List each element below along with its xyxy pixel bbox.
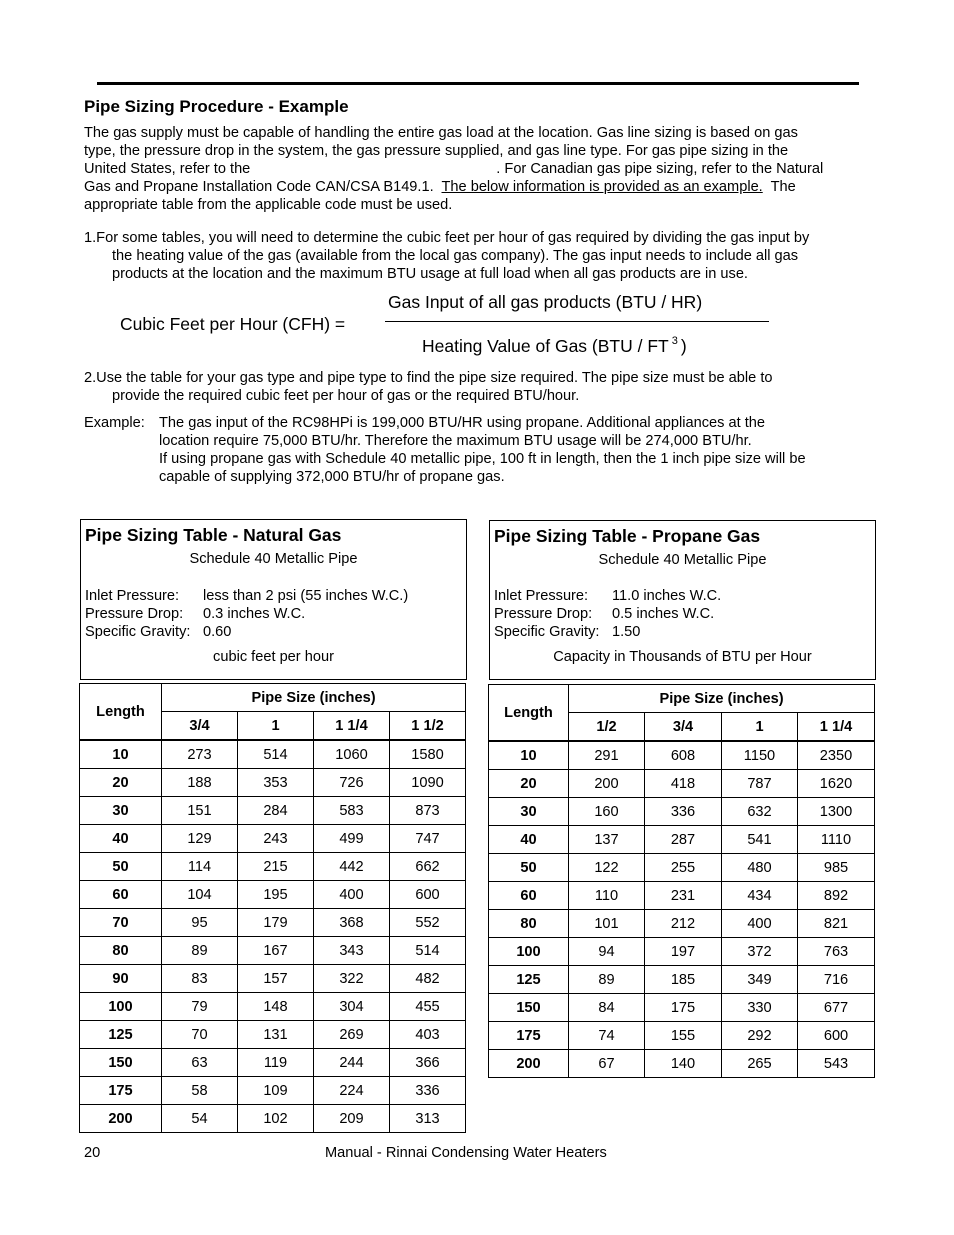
capacity-cell: 84 xyxy=(569,994,645,1022)
table-row xyxy=(80,993,466,1021)
page-number: 20 xyxy=(84,1145,101,1161)
capacity-cell: 1580 xyxy=(390,740,466,769)
length-cell: 60 xyxy=(489,882,569,910)
length-cell: 150 xyxy=(80,1049,162,1077)
capacity-cell: 292 xyxy=(722,1022,798,1050)
gravity-value: 1.50 xyxy=(612,624,641,640)
natural-caption: cubic feet per hour xyxy=(213,649,334,665)
propane-pressure-drop xyxy=(494,605,714,623)
table-row xyxy=(80,1105,466,1133)
intro-line: The xyxy=(762,179,796,195)
step-1-line: 1.For some tables, you will need to determine the cubic feet per hour of gas required by dividing the gas input by xyxy=(84,230,810,246)
formula-denominator xyxy=(422,335,687,357)
table-row xyxy=(80,881,466,909)
table-row xyxy=(489,938,875,966)
propane-gas-info-box xyxy=(489,520,876,680)
length-header: Length xyxy=(80,684,162,741)
capacity-cell: 600 xyxy=(390,881,466,909)
propane-specific-gravity xyxy=(494,623,640,641)
capacity-cell: 480 xyxy=(722,854,798,882)
capacity-cell: 662 xyxy=(390,853,466,881)
capacity-cell: 821 xyxy=(798,910,875,938)
length-cell: 20 xyxy=(80,769,162,797)
capacity-cell: 400 xyxy=(314,881,390,909)
drop-label: Pressure Drop: xyxy=(85,606,184,622)
capacity-cell: 455 xyxy=(390,993,466,1021)
capacity-cell: 137 xyxy=(569,826,645,854)
table-row xyxy=(80,740,466,769)
capacity-cell: 1300 xyxy=(798,798,875,826)
table-row xyxy=(489,826,875,854)
length-cell: 80 xyxy=(489,910,569,938)
drop-label: Pressure Drop: xyxy=(494,606,593,622)
capacity-cell: 110 xyxy=(569,882,645,910)
capacity-cell: 514 xyxy=(390,937,466,965)
capacity-cell: 322 xyxy=(314,965,390,993)
size-header: 3/4 xyxy=(162,712,238,741)
size-header: 1 1/4 xyxy=(314,712,390,741)
capacity-cell: 985 xyxy=(798,854,875,882)
capacity-cell: 2350 xyxy=(798,741,875,770)
length-cell: 40 xyxy=(80,825,162,853)
capacity-cell: 747 xyxy=(390,825,466,853)
gravity-label: Specific Gravity: xyxy=(85,624,191,640)
inlet-value: less than 2 psi (55 inches W.C.) xyxy=(203,588,409,604)
formula-denominator-text: Heating Value of Gas (BTU / FT xyxy=(422,336,669,356)
size-header: 1 1/2 xyxy=(390,712,466,741)
capacity-cell: 442 xyxy=(314,853,390,881)
step-1-line: the heating value of the gas (available from the local gas company). The gas input needs to include all gas xyxy=(112,248,799,264)
capacity-cell: 244 xyxy=(314,1049,390,1077)
capacity-cell: 140 xyxy=(645,1050,722,1078)
length-cell: 20 xyxy=(489,770,569,798)
table-row xyxy=(489,770,875,798)
step-2 xyxy=(84,369,874,405)
capacity-cell: 167 xyxy=(238,937,314,965)
intro-line: Gas and Propane Installation Code CAN/CSA B149.1. xyxy=(84,179,442,195)
length-cell: 70 xyxy=(80,909,162,937)
capacity-cell: 155 xyxy=(645,1022,722,1050)
inlet-label: Inlet Pressure: xyxy=(85,588,180,604)
length-cell: 200 xyxy=(489,1050,569,1078)
capacity-cell: 400 xyxy=(722,910,798,938)
capacity-cell: 330 xyxy=(722,994,798,1022)
capacity-cell: 552 xyxy=(390,909,466,937)
intro-line: type, the pressure drop in the system, the gas pressure supplied, and gas line type. For gas pipe sizing in the xyxy=(84,143,789,159)
capacity-cell: 195 xyxy=(238,881,314,909)
natural-gas-info-box xyxy=(80,519,467,680)
example-line: location require 75,000 BTU/hr. Therefore the maximum BTU usage will be 274,000 BTU/hr. xyxy=(159,433,752,449)
table-row xyxy=(489,910,875,938)
table-row xyxy=(80,937,466,965)
table-row xyxy=(80,853,466,881)
step-1 xyxy=(84,229,874,283)
example-line: If using propane gas with Schedule 40 metallic pipe, 100 ft in length, then the 1 inch pipe size will be xyxy=(159,451,806,467)
propane-gas-title: Pipe Sizing Table - Propane Gas xyxy=(494,526,761,546)
capacity-cell: 291 xyxy=(569,741,645,770)
capacity-cell: 94 xyxy=(569,938,645,966)
natural-gas-pipe-table xyxy=(79,683,466,1133)
capacity-cell: 873 xyxy=(390,797,466,825)
step-2-line: provide the required cubic feet per hour of gas or the required BTU/hour. xyxy=(112,388,580,404)
drop-value: 0.5 inches W.C. xyxy=(612,606,715,622)
length-cell: 50 xyxy=(489,854,569,882)
propane-caption: Capacity in Thousands of BTU per Hour xyxy=(553,649,812,665)
gravity-value: 0.60 xyxy=(203,624,232,640)
formula-exponent: 3 xyxy=(671,335,678,347)
step-2-line: 2.Use the table for your gas type and pipe type to find the pipe size required. The pipe size must be able to xyxy=(84,370,773,386)
capacity-cell: 151 xyxy=(162,797,238,825)
capacity-cell: 224 xyxy=(314,1077,390,1105)
formula-close-paren: ) xyxy=(680,336,687,356)
example-text xyxy=(159,414,869,486)
propane-gas-subtitle: Schedule 40 Metallic Pipe xyxy=(598,552,767,568)
capacity-cell: 273 xyxy=(162,740,238,769)
capacity-cell: 67 xyxy=(569,1050,645,1078)
capacity-cell: 109 xyxy=(238,1077,314,1105)
capacity-cell: 119 xyxy=(238,1049,314,1077)
table-row xyxy=(489,854,875,882)
capacity-cell: 353 xyxy=(238,769,314,797)
capacity-cell: 188 xyxy=(162,769,238,797)
capacity-cell: 148 xyxy=(238,993,314,1021)
capacity-cell: 54 xyxy=(162,1105,238,1133)
capacity-cell: 726 xyxy=(314,769,390,797)
capacity-cell: 366 xyxy=(390,1049,466,1077)
top-rule xyxy=(97,82,859,85)
capacity-cell: 608 xyxy=(645,741,722,770)
length-cell: 10 xyxy=(80,740,162,769)
capacity-cell: 175 xyxy=(645,994,722,1022)
capacity-cell: 677 xyxy=(798,994,875,1022)
capacity-cell: 212 xyxy=(645,910,722,938)
length-cell: 175 xyxy=(489,1022,569,1050)
capacity-cell: 179 xyxy=(238,909,314,937)
inlet-value: 11.0 inches W.C. xyxy=(612,588,722,604)
capacity-cell: 79 xyxy=(162,993,238,1021)
length-cell: 80 xyxy=(80,937,162,965)
length-cell: 50 xyxy=(80,853,162,881)
capacity-cell: 287 xyxy=(645,826,722,854)
formula-label: Cubic Feet per Hour (CFH) = xyxy=(120,314,346,334)
table-row xyxy=(80,1077,466,1105)
capacity-cell: 131 xyxy=(238,1021,314,1049)
table-row xyxy=(80,797,466,825)
length-cell: 10 xyxy=(489,741,569,770)
capacity-cell: 102 xyxy=(238,1105,314,1133)
intro-line: The gas supply must be capable of handling the entire gas load at the location. Gas line sizing is based on gas xyxy=(84,125,798,141)
formula-fraction-bar xyxy=(385,321,769,322)
capacity-cell: 197 xyxy=(645,938,722,966)
capacity-cell: 157 xyxy=(238,965,314,993)
capacity-cell: 304 xyxy=(314,993,390,1021)
size-header: 1 xyxy=(722,713,798,742)
capacity-cell: 716 xyxy=(798,966,875,994)
capacity-cell: 200 xyxy=(569,770,645,798)
capacity-cell: 514 xyxy=(238,740,314,769)
table-row xyxy=(489,741,875,770)
length-cell: 125 xyxy=(489,966,569,994)
capacity-cell: 265 xyxy=(722,1050,798,1078)
step-1-line: products at the location and the maximum BTU usage at full load when all gas products are in use. xyxy=(112,266,748,282)
capacity-cell: 215 xyxy=(238,853,314,881)
capacity-cell: 763 xyxy=(798,938,875,966)
length-cell: 30 xyxy=(80,797,162,825)
example-label: Example: xyxy=(84,415,145,431)
capacity-cell: 209 xyxy=(314,1105,390,1133)
intro-line: United States, refer to the xyxy=(84,161,251,177)
capacity-cell: 58 xyxy=(162,1077,238,1105)
gravity-label: Specific Gravity: xyxy=(494,624,600,640)
intro-paragraph xyxy=(84,124,874,214)
capacity-cell: 368 xyxy=(314,909,390,937)
table-row xyxy=(489,1050,875,1078)
capacity-cell: 336 xyxy=(390,1077,466,1105)
size-header: 3/4 xyxy=(645,713,722,742)
capacity-cell: 70 xyxy=(162,1021,238,1049)
capacity-cell: 372 xyxy=(722,938,798,966)
capacity-cell: 114 xyxy=(162,853,238,881)
size-header: 1/2 xyxy=(569,713,645,742)
capacity-cell: 1060 xyxy=(314,740,390,769)
formula-numerator: Gas Input of all gas products (BTU / HR) xyxy=(388,292,703,312)
capacity-cell: 255 xyxy=(645,854,722,882)
capacity-cell: 1150 xyxy=(722,741,798,770)
length-cell: 150 xyxy=(489,994,569,1022)
capacity-cell: 243 xyxy=(238,825,314,853)
length-cell: 60 xyxy=(80,881,162,909)
capacity-cell: 185 xyxy=(645,966,722,994)
capacity-cell: 583 xyxy=(314,797,390,825)
capacity-cell: 336 xyxy=(645,798,722,826)
capacity-cell: 418 xyxy=(645,770,722,798)
table-row xyxy=(489,994,875,1022)
size-header: 1 xyxy=(238,712,314,741)
pipe-size-header: Pipe Size (inches) xyxy=(162,684,466,712)
inlet-label: Inlet Pressure: xyxy=(494,588,589,604)
capacity-cell: 269 xyxy=(314,1021,390,1049)
capacity-cell: 1110 xyxy=(798,826,875,854)
table-row xyxy=(80,825,466,853)
length-cell: 175 xyxy=(80,1077,162,1105)
length-cell: 100 xyxy=(80,993,162,1021)
footer-title: Manual - Rinnai Condensing Water Heaters xyxy=(325,1145,607,1161)
length-cell: 100 xyxy=(489,938,569,966)
table-row xyxy=(489,882,875,910)
capacity-cell: 284 xyxy=(238,797,314,825)
table-row xyxy=(80,1049,466,1077)
natural-specific-gravity xyxy=(85,623,231,641)
drop-value: 0.3 inches W.C. xyxy=(203,606,306,622)
capacity-cell: 600 xyxy=(798,1022,875,1050)
natural-pressure-drop xyxy=(85,605,305,623)
length-header: Length xyxy=(489,685,569,742)
capacity-cell: 403 xyxy=(390,1021,466,1049)
capacity-cell: 231 xyxy=(645,882,722,910)
pipe-size-header: Pipe Size (inches) xyxy=(569,685,875,713)
capacity-cell: 74 xyxy=(569,1022,645,1050)
capacity-cell: 89 xyxy=(162,937,238,965)
capacity-cell: 160 xyxy=(569,798,645,826)
table-row xyxy=(489,1022,875,1050)
length-cell: 125 xyxy=(80,1021,162,1049)
table-row xyxy=(80,1021,466,1049)
capacity-cell: 1090 xyxy=(390,769,466,797)
propane-inlet-pressure xyxy=(494,587,721,605)
length-cell: 40 xyxy=(489,826,569,854)
intro-underlined-note: The below information is provided as an example. xyxy=(441,179,763,195)
capacity-cell: 892 xyxy=(798,882,875,910)
capacity-cell: 95 xyxy=(162,909,238,937)
capacity-cell: 434 xyxy=(722,882,798,910)
capacity-cell: 313 xyxy=(390,1105,466,1133)
capacity-cell: 83 xyxy=(162,965,238,993)
capacity-cell: 63 xyxy=(162,1049,238,1077)
table-row xyxy=(80,909,466,937)
capacity-cell: 1620 xyxy=(798,770,875,798)
length-cell: 90 xyxy=(80,965,162,993)
length-cell: 200 xyxy=(80,1105,162,1133)
capacity-cell: 104 xyxy=(162,881,238,909)
section-heading: Pipe Sizing Procedure - Example xyxy=(84,97,349,116)
intro-line: . For Canadian gas pipe sizing, refer to the Natural xyxy=(496,161,824,177)
capacity-cell: 349 xyxy=(722,966,798,994)
size-header: 1 1/4 xyxy=(798,713,875,742)
table-row xyxy=(80,769,466,797)
capacity-cell: 543 xyxy=(798,1050,875,1078)
capacity-cell: 101 xyxy=(569,910,645,938)
capacity-cell: 541 xyxy=(722,826,798,854)
table-row xyxy=(489,798,875,826)
capacity-cell: 482 xyxy=(390,965,466,993)
natural-gas-subtitle: Schedule 40 Metallic Pipe xyxy=(189,551,358,567)
capacity-cell: 632 xyxy=(722,798,798,826)
example-line: The gas input of the RC98HPi is 199,000 BTU/HR using propane. Additional appliances at the xyxy=(159,415,766,431)
natural-inlet-pressure xyxy=(85,587,408,605)
capacity-cell: 787 xyxy=(722,770,798,798)
capacity-cell: 499 xyxy=(314,825,390,853)
capacity-cell: 343 xyxy=(314,937,390,965)
table-row xyxy=(489,966,875,994)
capacity-cell: 89 xyxy=(569,966,645,994)
intro-line: appropriate table from the applicable code must be used. xyxy=(84,197,453,213)
capacity-cell: 122 xyxy=(569,854,645,882)
length-cell: 30 xyxy=(489,798,569,826)
capacity-cell: 129 xyxy=(162,825,238,853)
example-line: capable of supplying 372,000 BTU/hr of propane gas. xyxy=(159,469,505,485)
propane-gas-pipe-table xyxy=(488,684,875,1078)
table-row xyxy=(80,965,466,993)
natural-gas-title: Pipe Sizing Table - Natural Gas xyxy=(85,525,342,545)
